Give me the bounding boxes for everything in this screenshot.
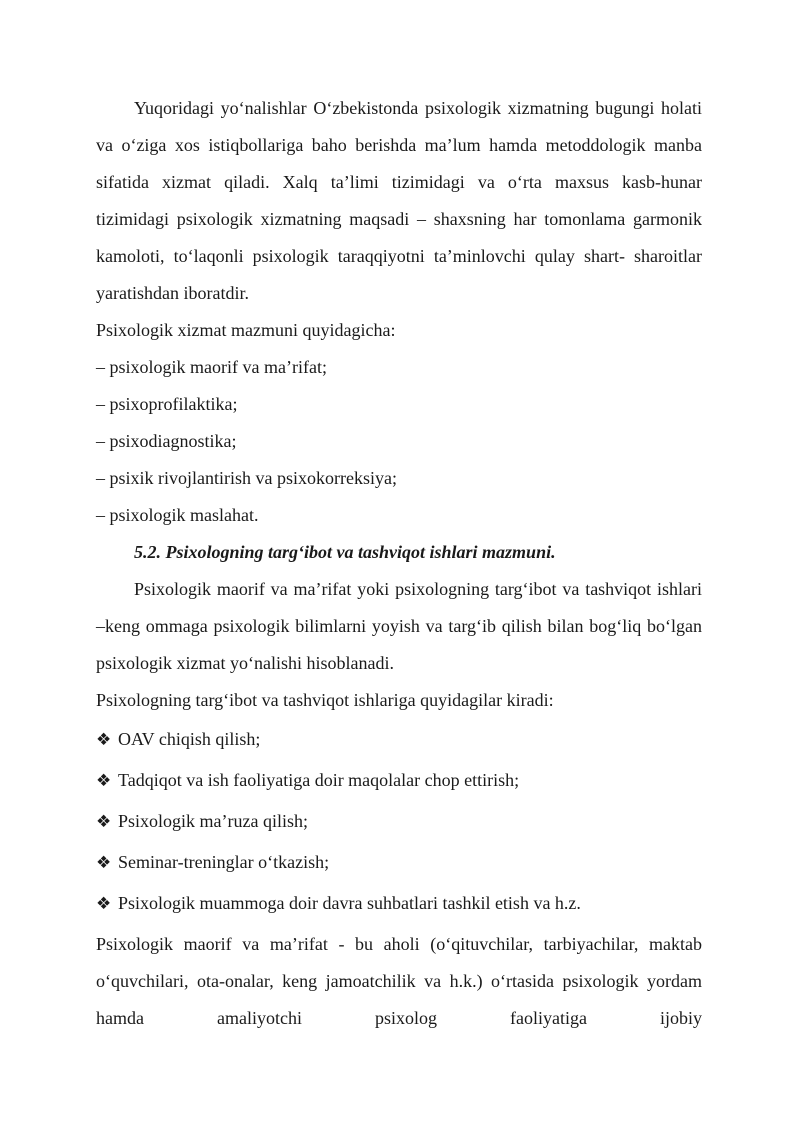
diamond-bullet-icon: ❖: [96, 894, 112, 914]
content-item: – psixodiagnostika;: [96, 431, 237, 451]
diamond-bullet-icon: ❖: [96, 853, 112, 873]
list-item: [96, 842, 702, 883]
list-item-text: OAV chiqish qilish;: [118, 729, 261, 749]
activities-intro: Psixologning targ‘ibot va tashviqot ishlariga quyidagilar kiradi:: [96, 690, 554, 710]
section-heading: 5.2. Psixologning targ‘ibot va tashviqot ishlari mazmuni.: [134, 542, 556, 562]
content-item: – psixologik maorif va ma’rifat;: [96, 357, 327, 377]
diamond-bullet-icon: ❖: [96, 812, 112, 832]
list-item: [96, 719, 702, 760]
list-item-text: Psixologik ma’ruza qilish;: [118, 811, 308, 831]
content-intro: Psixologik xizmat mazmuni quyidagicha:: [96, 320, 396, 340]
content-item: – psixoprofilaktika;: [96, 394, 238, 414]
list-item-text: Seminar-treninglar o‘tkazish;: [118, 852, 330, 872]
list-item: [96, 760, 702, 801]
content-list: [96, 349, 702, 534]
list-item: [96, 883, 702, 924]
diamond-bullet-icon: ❖: [96, 771, 112, 791]
activities-list: [96, 719, 702, 924]
list-item: [96, 801, 702, 842]
diamond-bullet-icon: ❖: [96, 730, 112, 750]
list-item-text: Tadqiqot va ish faoliyatiga doir maqolalar chop ettirish;: [118, 770, 520, 790]
content-item: – psixik rivojlantirish va psixokorreksiya;: [96, 468, 397, 488]
definition-paragraph: Psixologik maorif va ma’rifat yoki psixologning targ‘ibot va tashviqot ishlari –keng ommaga psixologik bilimlarni yoyish va targ‘ib qilish bilan bog‘liq bo‘lgan psixologik xizmat yo‘nalishi hisoblanadi.: [96, 579, 702, 673]
intro-paragraph: Yuqoridagi yo‘nalishlar O‘zbekistonda psixologik xizmatning bugungi holati va o‘ziga xos istiqbollariga baho berishda ma’lum hamda metoddologik manba sifatida xizmat qiladi. Xalq ta’limi tizimidagi va o‘rta maxsus kasb-hunar tizimidagi psixologik xizmatning maqsadi – shaxsning har tomonlama garmonik kamoloti, to‘laqonli psixologik taraqqiyotni ta’minlovchi qulay shart- sharoitlar yaratishdan iboratdir.: [96, 98, 702, 303]
content-item: – psixologik maslahat.: [96, 505, 259, 525]
document-page: [96, 90, 702, 1037]
list-item-text: Psixologik muammoga doir davra suhbatlari tashkil etish va h.z.: [118, 893, 581, 913]
closing-paragraph: Psixologik maorif va ma’rifat - bu aholi (o‘qituvchilar, tarbiyachilar, maktab o‘quvchilari, ota-onalar, keng jamoatchilik va h.k.) o‘rtasida psixologik yordam hamda amaliyotchi psixolog faoliyatiga ijobiy: [96, 934, 702, 1028]
